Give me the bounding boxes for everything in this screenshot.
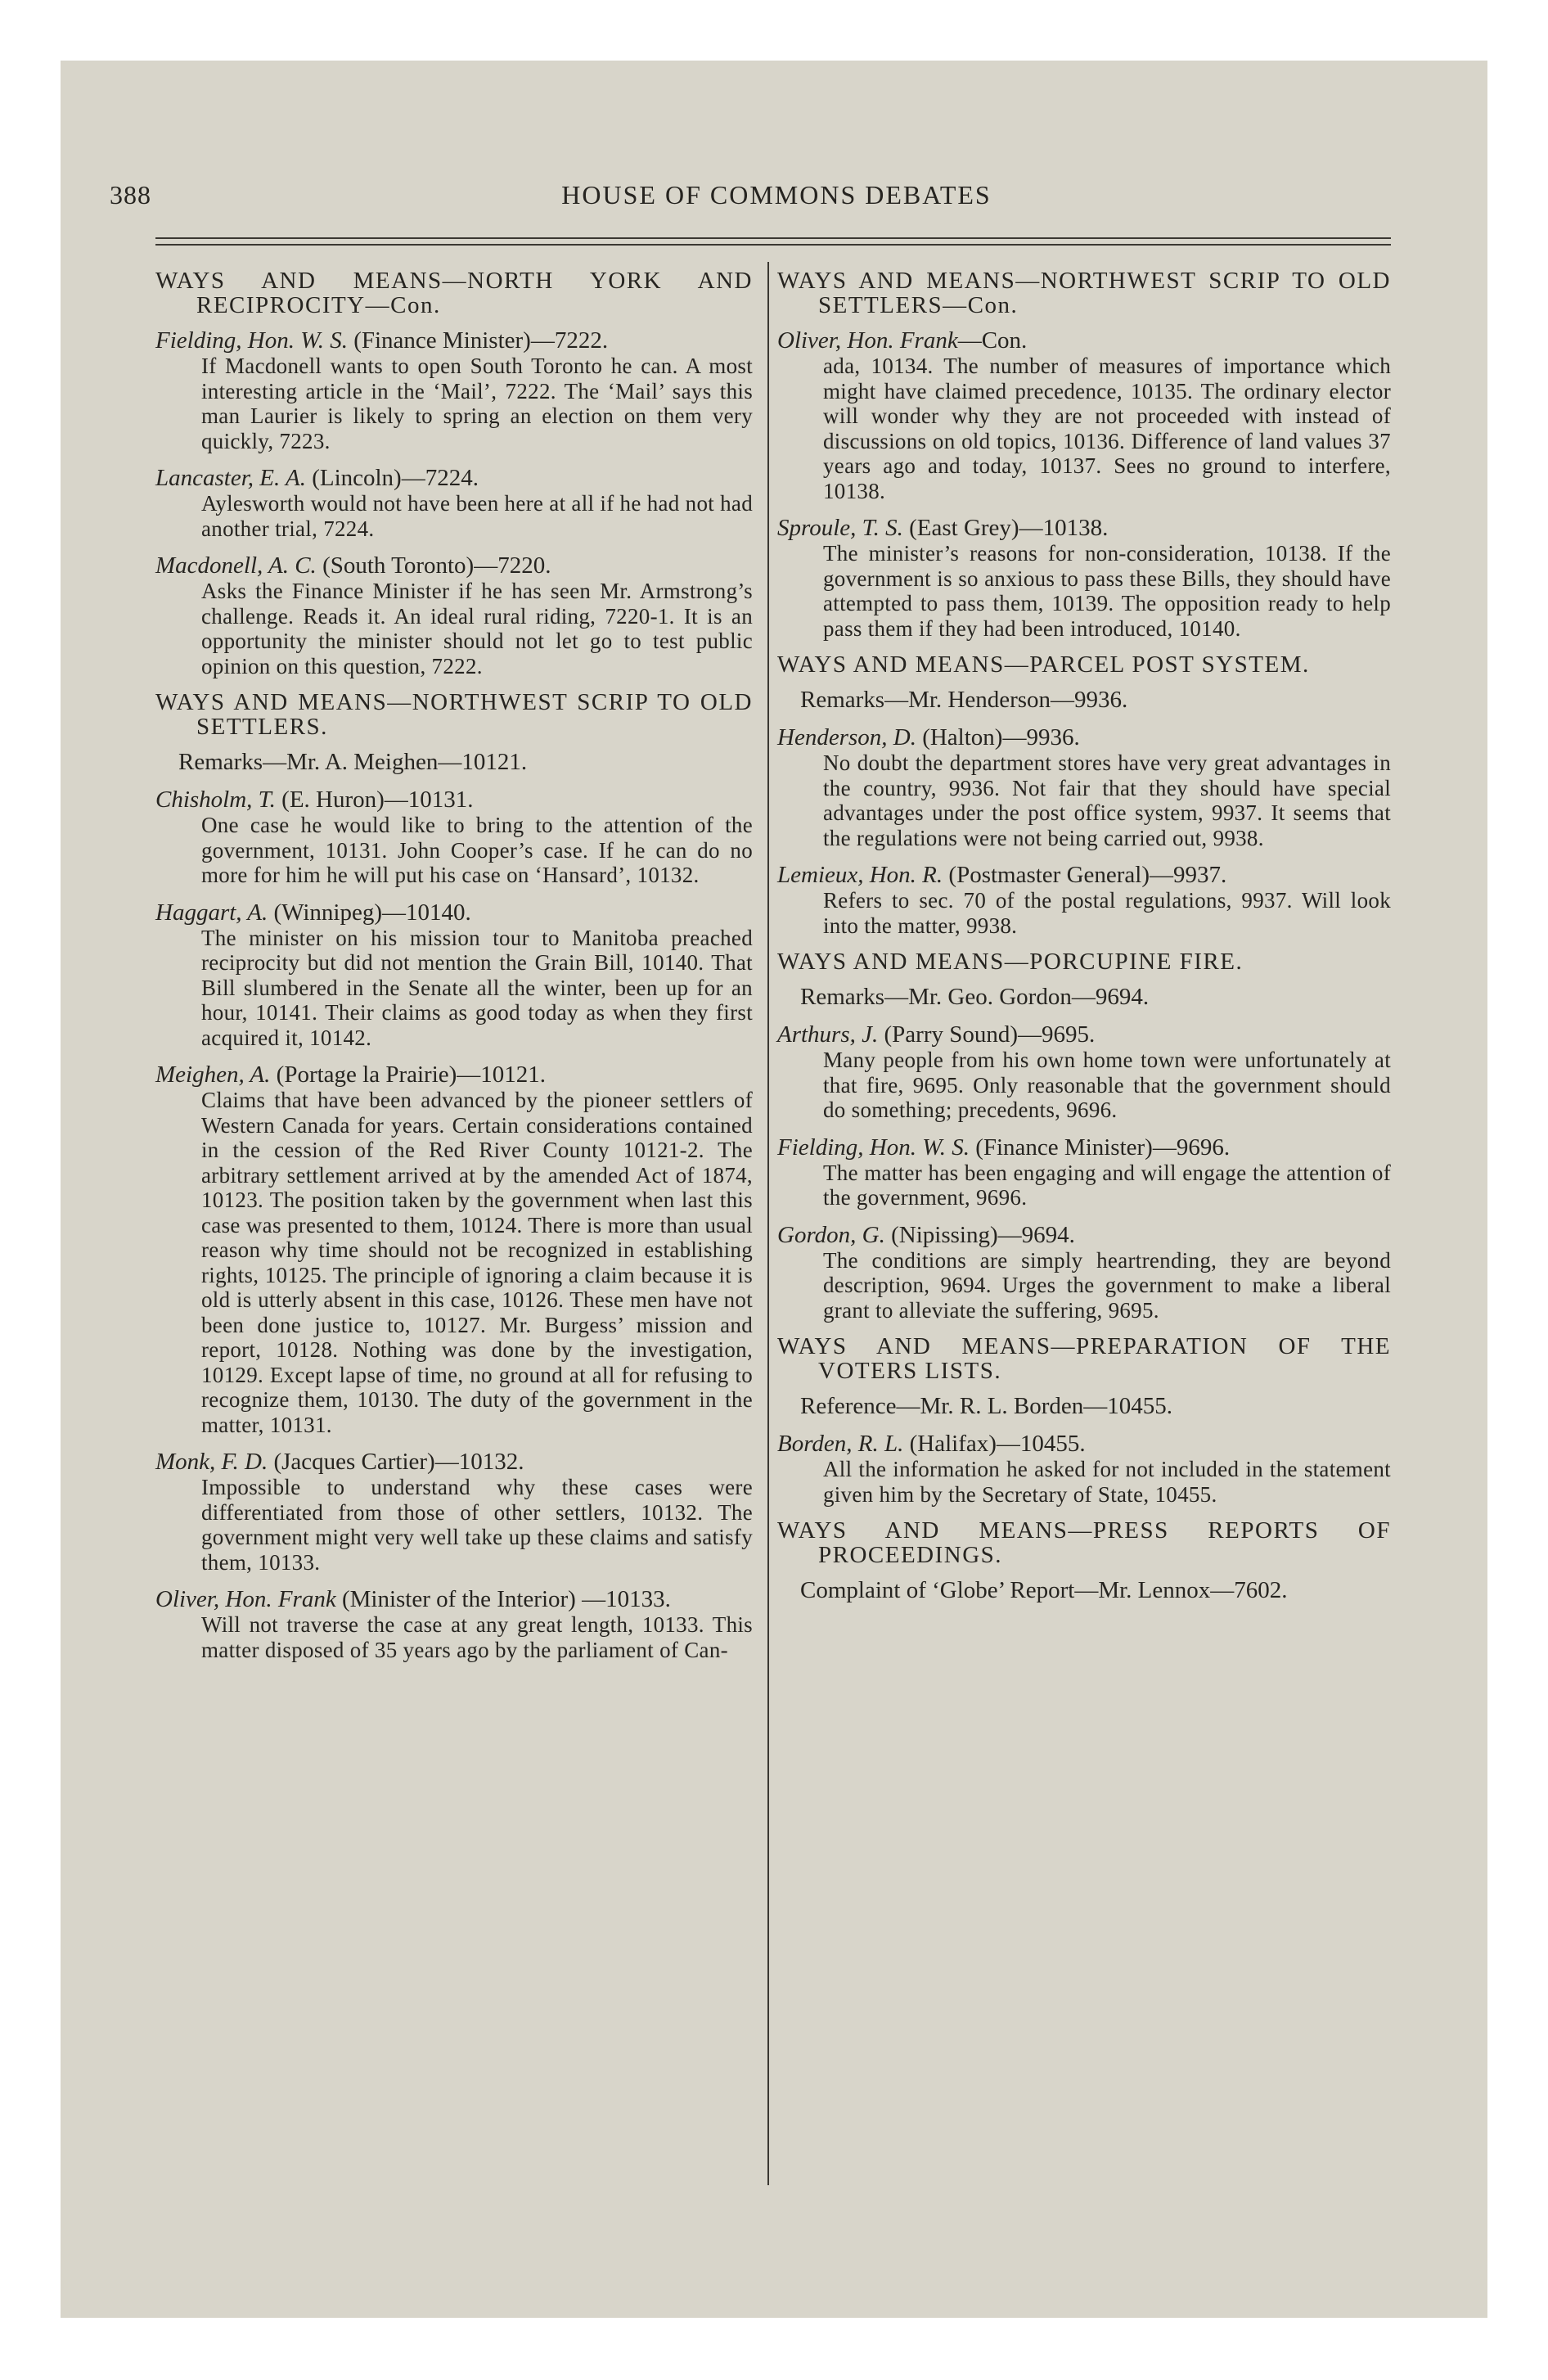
speaker-name: Haggart, A. <box>155 899 268 926</box>
speaker-detail: (Parry Sound)—9695. <box>878 1021 1096 1048</box>
speaker-name: Monk, F. D. <box>155 1449 268 1475</box>
speaker-name: Borden, R. L. <box>777 1431 904 1457</box>
index-entry <box>777 862 1391 938</box>
speaker-detail: (Nipissing)—9694. <box>884 1221 1075 1248</box>
speaker-name: Lancaster, E. A. <box>155 465 306 491</box>
section-heading: WAYS AND MEANS—NORTHWEST SCRIP TO OLD SETTLERS—Con. <box>777 268 1391 318</box>
index-entry <box>155 465 753 541</box>
section-press-reports <box>777 1518 1391 1603</box>
entry-text: Impossible to understand why these cases were differentiated from those of other settlers, 10132. The government might very well take up these claims and satisfy them, 10133. <box>201 1475 753 1575</box>
speaker-detail: (Finance Minister)—9696. <box>969 1134 1231 1161</box>
speaker <box>777 327 1391 354</box>
speaker-detail: (South Toronto)—7220. <box>316 552 551 579</box>
right-column <box>777 262 1391 1615</box>
page-title: HOUSE OF COMMONS DEBATES <box>561 180 992 210</box>
section-heading: WAYS AND MEANS—PRESS REPORTS OF PROCEEDINGS. <box>777 1517 1391 1568</box>
section-remarks: Remarks—Mr. Henderson—9936. <box>800 687 1128 713</box>
section-northwest-scrip <box>155 690 753 1662</box>
index-entry <box>155 1586 753 1662</box>
index-entry <box>155 899 753 1051</box>
index-entry <box>777 515 1391 641</box>
section-reference: Reference—Mr. R. L. Borden—10455. <box>800 1393 1173 1419</box>
entry-text: Refers to sec. 70 of the postal regulations, 9937. Will look into the matter, 9938. <box>823 888 1391 938</box>
speaker-name: Fielding, Hon. W. S. <box>777 1134 970 1161</box>
entry-text: Claims that have been advanced by the pioneer settlers of Western Canada for years. Certain considerations contained in the cession of the Red River County 10121-2. The arbitrary settlement arrived at by the amended Act of 1874, 10123. The position taken by the government when last this case was presented to them, 10124. There is more than usual reason why time should not be recognized in establishing rights, 10125. The principle of ignoring a claim because it is old is utterly absent in this case, 10126. These men have not been done justice to, 10127. Mr. Burgess’ mission and report, 10128. Nothing was done by the investigation, 10129. Except lapse of time, no ground at all for refusing to recognize them, 10130. The duty of the government in the matter, 10131. <box>201 1088 753 1437</box>
index-entry <box>777 1222 1391 1323</box>
entry-text: The minister’s reasons for non-consideration, 10138. If the government is so anxious to pass these Bills, they should have attempted to pass them, 10139. The opposition ready to help pass them if they had been introduced, 10140. <box>823 541 1391 641</box>
speaker-name: Chisholm, T. <box>155 787 276 813</box>
index-entry <box>777 327 1391 503</box>
speaker <box>777 1021 1391 1048</box>
speaker-detail: (E. Huron)—10131. <box>275 787 474 813</box>
speaker-name: Gordon, G. <box>777 1221 885 1248</box>
speaker-name: Fielding, Hon. W. S. <box>155 327 348 354</box>
section-voters-lists <box>777 1334 1391 1507</box>
entry-text: If Macdonell wants to open South Toronto he can. A most interesting article in the ‘Mail’, 7222. The ‘Mail’ says this man Laurier is likely to spring an election on them very quickly, 7223. <box>201 354 753 453</box>
speaker <box>777 1431 1391 1457</box>
speaker-detail: (Lincoln)—7224. <box>305 465 479 491</box>
section-heading: WAYS AND MEANS—PORCUPINE FIRE. <box>777 949 1244 975</box>
speaker-detail: (Halifax)—10455. <box>903 1431 1086 1457</box>
page-number: 388 <box>110 180 151 210</box>
speaker <box>777 515 1391 541</box>
entry-text: All the information he asked for not included in the statement given him by the Secretary of State, 10455. <box>823 1457 1391 1507</box>
index-entry <box>777 1021 1391 1123</box>
index-entry <box>155 1062 753 1437</box>
entry-text: Many people from his own home town were unfortunately at that fire, 9695. Only reasonable that the government should do something; precedents, 9696. <box>823 1048 1391 1122</box>
section-heading: WAYS AND MEANS—PARCEL POST SYSTEM. <box>777 651 1310 678</box>
section-remarks: Remarks—Mr. Geo. Gordon—9694. <box>800 984 1150 1010</box>
entry-text: Aylesworth would not have been here at all if he had not had another trial, 7224. <box>201 491 753 541</box>
speaker <box>777 724 1391 751</box>
entry-text: One case he would like to bring to the attention of the government, 10131. John Cooper’s case. If he can do no more for him he will put his case on ‘Hansard’, 10132. <box>201 813 753 887</box>
entry-text: ada, 10134. The number of measures of importance which might have claimed precedence, 10135. The ordinary elector will wonder why they are not proceeded with instead of discussions on old topics, 10136. Difference of land values 37 years ago and today, 10137. Sees no ground to interfere, 10138. <box>823 354 1391 503</box>
index-entry <box>155 787 753 888</box>
speaker-name: Arthurs, J. <box>777 1021 879 1048</box>
speaker <box>777 862 1391 888</box>
speaker <box>155 465 753 491</box>
section-heading: WAYS AND MEANS—NORTH YORK AND RECIPROCITY—Con. <box>155 268 753 318</box>
speaker-name: Oliver, Hon. Frank <box>777 327 958 354</box>
speaker-detail: (Minister of the Interior) —10133. <box>335 1586 671 1612</box>
running-head <box>110 180 1443 218</box>
speaker <box>155 1062 753 1088</box>
entry-text: The conditions are simply heartrending, they are beyond description, 9694. Urges the government to make a liberal grant to alleviate the suffering, 9695. <box>823 1247 1391 1323</box>
speaker <box>777 1222 1391 1248</box>
entry-text: The matter has been engaging and will engage the attention of the government, 9696. <box>823 1160 1391 1210</box>
speaker-name: Sproule, T. S. <box>777 515 903 541</box>
section-north-york <box>155 268 753 678</box>
speaker-detail: (Halton)—9936. <box>916 724 1080 751</box>
speaker-name: Lemieux, Hon. R. <box>777 862 943 888</box>
index-entry <box>155 1449 753 1575</box>
speaker-detail: (Portage la Prairie)—10121. <box>270 1062 547 1088</box>
section-parcel-post <box>777 652 1391 938</box>
speaker <box>155 327 753 354</box>
speaker-detail: (Jacques Cartier)—10132. <box>268 1449 524 1475</box>
speaker-detail: (Finance Minister)—7222. <box>347 327 609 354</box>
section-heading: WAYS AND MEANS—NORTHWEST SCRIP TO OLD SETTLERS. <box>155 689 753 740</box>
entry-text: Will not traverse the case at any great length, 10133. This matter disposed of 35 years ago by the parliament of Can- <box>201 1612 753 1662</box>
speaker <box>155 552 753 579</box>
speaker <box>155 1449 753 1475</box>
section-porcupine-fire <box>777 949 1391 1323</box>
index-entry <box>155 552 753 678</box>
index-entry <box>777 724 1391 850</box>
speaker-name: Macdonell, A. C. <box>155 552 317 579</box>
entry-text: The minister on his mission tour to Manitoba preached reciprocity but did not mention the Grain Bill, 10140. That Bill slumbered in the Senate all the winter, been up for an hour, 10141. Their claims as good today as when they first acquired it, 10142. <box>201 925 753 1050</box>
speaker-name: Meighen, A. <box>155 1062 271 1088</box>
speaker-detail: —Con. <box>957 327 1028 354</box>
entry-text: Asks the Finance Minister if he has seen Mr. Armstrong’s challenge. Reads it. An ideal rural riding, 7220-1. It is an opportunity the minister should not let go to test public opinion on this question, 7222. <box>201 579 753 678</box>
speaker-name: Henderson, D. <box>777 724 916 751</box>
speaker-detail: (Winnipeg)—10140. <box>268 899 471 926</box>
left-column <box>155 262 753 1674</box>
index-entry <box>155 327 753 453</box>
speaker <box>777 1134 1391 1161</box>
speaker <box>155 787 753 813</box>
section-heading: WAYS AND MEANS—PREPARATION OF THE VOTERS LISTS. <box>777 1333 1391 1384</box>
speaker-detail: (East Grey)—10138. <box>902 515 1109 541</box>
speaker-name: Oliver, Hon. Frank <box>155 1586 336 1612</box>
index-entry <box>777 1431 1391 1507</box>
section-northwest-scrip-cont <box>777 268 1391 641</box>
section-remarks: Remarks—Mr. A. Meighen—10121. <box>178 749 528 775</box>
section-complaint: Complaint of ‘Globe’ Report—Mr. Lennox—7602. <box>800 1577 1288 1603</box>
column-divider <box>767 262 769 2185</box>
speaker-detail: (Postmaster General)—9937. <box>943 862 1227 888</box>
index-entry <box>777 1134 1391 1210</box>
speaker <box>155 899 753 926</box>
header-rule-double <box>155 244 1391 246</box>
header-rule <box>155 237 1391 239</box>
entry-text: No doubt the department stores have very great advantages in the country, 9936. Not fair that they should have special advantages under the post office system, 9937. It seems that the regulations were not being carried out, 9938. <box>823 751 1391 850</box>
speaker <box>155 1586 753 1612</box>
